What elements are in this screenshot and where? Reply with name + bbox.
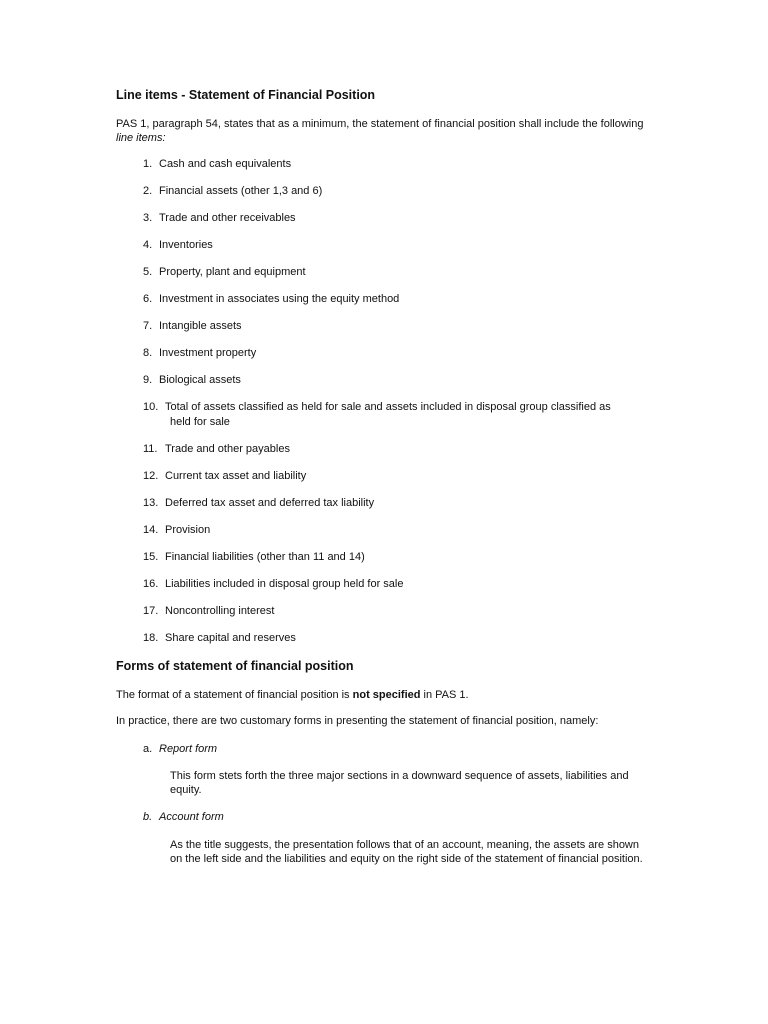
form-name: Account form [159,811,224,823]
line-item-4 [143,238,643,253]
item-text: Investment in associates using the equity method [159,293,400,305]
line-item-11 [143,442,643,457]
practice-paragraph: In practice, there are two customary forms in presenting the statement of financial position, namely: [116,715,599,727]
item-number: 9. [143,374,153,386]
item-text: Noncontrolling interest [165,605,275,617]
line-item-17 [143,604,643,619]
item-number: 14. [143,524,159,536]
line-item-1 [143,157,643,172]
item-text: Cash and cash equivalents [159,158,292,170]
intro-paragraph [116,117,646,145]
item-number: 16. [143,578,159,590]
line-item-9 [143,373,643,388]
format-paragraph [116,688,646,702]
item-text: Share capital and reserves [165,632,296,644]
line-item-13 [143,496,643,511]
item-number: 10. [143,401,159,413]
intro-text: PAS 1, paragraph 54, states that as a minimum, the statement of financial position shall include the following [116,118,644,130]
format-text-end: in PAS 1. [420,689,469,701]
item-text: Current tax asset and liability [165,470,307,482]
item-number: 17. [143,605,159,617]
item-number: 5. [143,266,153,278]
item-number: 13. [143,497,159,509]
item-number: 2. [143,185,153,197]
item-text: Financial assets (other 1,3 and 6) [159,185,323,197]
item-number: 4. [143,239,153,251]
line-item-14 [143,523,643,538]
line-item-12 [143,469,643,484]
format-text: The format of a statement of financial position is [116,689,353,701]
item-number: 1. [143,158,153,170]
line-item-10 [143,400,643,430]
section-heading-line-items: Line items - Statement of Financial Position [116,88,376,102]
item-number: 6. [143,293,153,305]
item-number: 7. [143,320,153,332]
form-name: Report form [159,743,218,755]
line-item-5 [143,265,643,280]
item-number: 15. [143,551,159,563]
form-item-a [143,742,217,756]
line-item-7 [143,319,643,334]
format-bold: not specified [352,689,421,701]
item-text: Inventories [159,239,213,251]
item-number: 11. [143,443,158,455]
item-text: Liabilities included in disposal group held for sale [165,578,404,590]
line-item-18 [143,631,643,646]
line-item-2 [143,184,643,199]
item-text: Deferred tax asset and deferred tax liability [165,497,375,509]
item-text: Biological assets [159,374,241,386]
intro-emphasis: line items: [116,132,166,144]
item-text: Trade and other payables [165,443,290,455]
line-item-6 [143,292,643,307]
item-number: 18. [143,632,159,644]
form-description-b: As the title suggests, the presentation follows that of an account, meaning, the assets are shown on the left side and the liabilities and equity on the right side of the statement of financial position. [170,839,643,865]
form-description-a: This form stets forth the three major sections in a downward sequence of assets, liabilities and equity. [170,770,629,796]
line-item-3 [143,211,643,226]
form-item-b [143,810,224,824]
item-number: 12. [143,470,159,482]
item-text: Provision [165,524,211,536]
item-text: Investment property [159,347,257,359]
line-item-8 [143,346,643,361]
line-item-16 [143,577,643,592]
line-item-15 [143,550,643,565]
item-text: Financial liabilities (other than 11 and 14) [165,551,365,563]
item-text: Intangible assets [159,320,242,332]
item-text-continued: held for sale [170,416,230,428]
section-heading-forms: Forms of statement of financial position [116,659,354,673]
form-marker: a. [143,743,153,755]
item-text: Trade and other receivables [159,212,296,224]
item-text: Property, plant and equipment [159,266,306,278]
item-number: 8. [143,347,153,359]
item-number: 3. [143,212,153,224]
form-marker: b. [143,811,153,823]
item-text: Total of assets classified as held for sale and assets included in disposal group classified as [165,401,611,413]
